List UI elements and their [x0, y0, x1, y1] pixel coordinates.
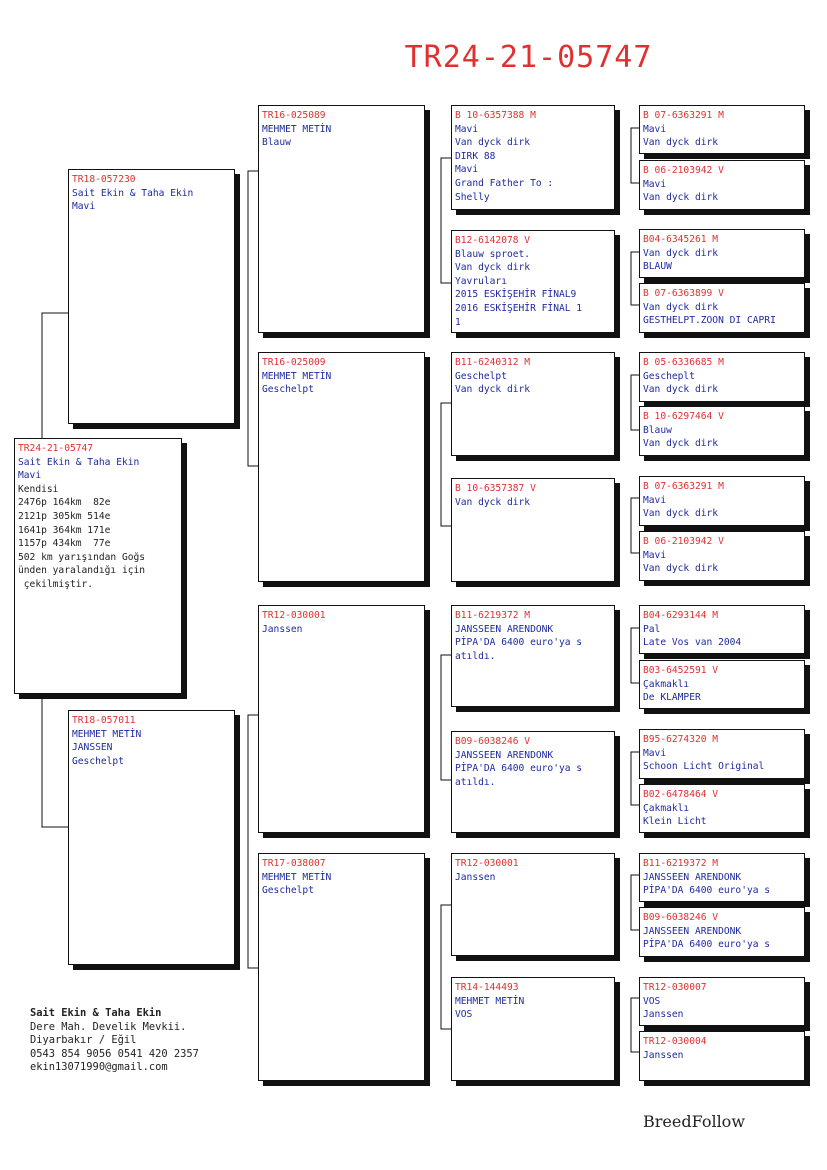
owner-info — [30, 1007, 199, 1075]
great-grandparent-card[interactable]: TR12-030001 Janssen — [451, 853, 615, 956]
ring-number: B 10-6297464 V — [643, 411, 724, 422]
ancestor-card[interactable]: B04-6345261 M Van dyck dirk BLAUW — [639, 229, 805, 278]
ring-number: TR16-025009 — [262, 357, 326, 368]
ring-number: B 06-2103942 V — [643, 536, 724, 547]
grandparent-card[interactable]: TR16-025089 MEHMET METİN Blauw — [258, 105, 425, 333]
ring-number: TR12-030004 — [643, 1036, 707, 1047]
ancestor-card[interactable]: B04-6293144 M Pal Late Vos van 2004 — [639, 605, 805, 654]
ancestor-card[interactable]: B 07-6363291 M Mavi Van dyck dirk — [639, 476, 805, 526]
ring-number: B12-6142078 V — [455, 235, 531, 246]
great-grandparent-card[interactable]: B 10-6357387 V Van dyck dirk — [451, 478, 615, 582]
ancestor-card[interactable]: B 07-6363899 V Van dyck dirk GESTHELPT.ZOON DI CAPRI — [639, 283, 805, 333]
ring-number: B02-6478464 V — [643, 789, 719, 800]
great-grandparent-card[interactable]: TR14-144493 MEHMET METİN VOS — [451, 977, 615, 1081]
owner-name: Sait Ekin & Taha Ekin — [30, 1007, 162, 1019]
great-grandparent-card[interactable]: B 10-6357388 M Mavi Van dyck dirk DIRK 88 Mavi Grand Father To : Shelly — [451, 105, 615, 210]
ring-number: B 07-6363291 M — [643, 481, 724, 492]
ring-number: B11-6219372 M — [455, 610, 531, 621]
dam-card[interactable]: TR18-057011 MEHMET METİN JANSSEN Geschelpt — [68, 710, 235, 965]
ring-number: B 06-2103942 V — [643, 165, 724, 176]
ancestor-card[interactable]: B03-6452591 V Çakmaklı De KLAMPER — [639, 660, 805, 709]
great-grandparent-card[interactable]: B12-6142078 V Blauw sproet. Van dyck dirk Yavruları 2015 ESKİŞEHİR FİNAL9 2016 ESKİŞEHİR FİNAL 1 1 — [451, 230, 615, 333]
brand-logo: BreedFollow — [643, 1112, 746, 1131]
ancestor-card[interactable]: B02-6478464 V Çakmaklı Klein Licht — [639, 784, 805, 833]
ring-number: TR12-030007 — [643, 982, 707, 993]
ring-number: B 05-6336685 M — [643, 357, 724, 368]
grandparent-card[interactable]: TR17-038007 MEHMET METİN Geschelpt — [258, 853, 425, 1081]
great-grandparent-card[interactable]: B11-6240312 M Geschelpt Van dyck dirk — [451, 352, 615, 456]
sire-card[interactable]: TR18-057230 Sait Ekin & Taha Ekin Mavi — [68, 169, 235, 424]
owner-email: ekin13071990@gmail.com — [30, 1061, 168, 1073]
pedigree-title: TR24-21-05747 — [404, 40, 653, 75]
great-grandparent-card[interactable]: B09-6038246 V JANSSEEN ARENDONK PİPA'DA 6400 euro'ya s atıldı. — [451, 731, 615, 833]
ancestor-card[interactable]: B09-6038246 V JANSSEEN ARENDONK PİPA'DA 6400 euro'ya s — [639, 907, 805, 957]
ring-number: B03-6452591 V — [643, 665, 719, 676]
great-grandparent-card[interactable]: B11-6219372 M JANSSEEN ARENDONK PİPA'DA 6400 euro'ya s atıldı. — [451, 605, 615, 707]
owner-address-line1: Dere Mah. Develik Mevkii. — [30, 1020, 187, 1033]
ancestor-card[interactable]: TR12-030004 Janssen — [639, 1031, 805, 1081]
ring-number: TR24-21-05747 — [18, 443, 94, 454]
ancestor-card[interactable]: B 05-6336685 M Gescheplt Van dyck dirk — [639, 352, 805, 402]
ring-number: B 10-6357387 V — [455, 483, 536, 494]
ancestor-card[interactable]: B 10-6297464 V Blauw Van dyck dirk — [639, 406, 805, 456]
ancestor-card[interactable]: B 06-2103942 V Mavi Van dyck dirk — [639, 531, 805, 581]
ring-number: B 07-6363899 V — [643, 288, 724, 299]
ring-number: B09-6038246 V — [455, 736, 531, 747]
ring-number: B 07-6363291 M — [643, 110, 724, 121]
ring-number: B04-6293144 M — [643, 610, 719, 621]
ring-number: TR18-057011 — [72, 715, 136, 726]
ancestor-card[interactable]: B95-6274320 M Mavi Schoon Licht Original — [639, 729, 805, 779]
ring-number: B11-6240312 M — [455, 357, 531, 368]
ring-number: TR16-025089 — [262, 110, 326, 121]
owner-phones: 0543 854 9056 0541 420 2357 — [30, 1047, 199, 1060]
ancestor-card[interactable]: B11-6219372 M JANSSEEN ARENDONK PİPA'DA 6400 euro'ya s — [639, 853, 805, 902]
ring-number: B 10-6357388 M — [455, 110, 536, 121]
ring-number: TR17-038007 — [262, 858, 326, 869]
ring-number: B09-6038246 V — [643, 912, 719, 923]
subject-card[interactable]: TR24-21-05747 Sait Ekin & Taha Ekin Mavi Kendisi 2476p 164km 82e 2121p 305km 514e 1641p 364km 171e 1157p 434km 77e 502 km yarışından Goğs ünden yaralandığı için çekilmiştir. — [14, 438, 182, 694]
ring-number: TR12-030001 — [262, 610, 326, 621]
ring-number: TR18-057230 — [72, 174, 136, 185]
ancestor-card[interactable]: TR12-030007 VOS Janssen — [639, 977, 805, 1026]
grandparent-card[interactable]: TR12-030001 Janssen — [258, 605, 425, 833]
owner-address-line2: Diyarbakır / Eğil — [30, 1034, 137, 1046]
ring-number: TR12-030001 — [455, 858, 519, 869]
ring-number: B95-6274320 M — [643, 734, 719, 745]
grandparent-card[interactable]: TR16-025009 MEHMET METİN Geschelpt — [258, 352, 425, 582]
ring-number: B11-6219372 M — [643, 858, 719, 869]
ancestor-card[interactable]: B 07-6363291 M Mavi Van dyck dirk — [639, 105, 805, 154]
ring-number: B04-6345261 M — [643, 234, 719, 245]
ring-number: TR14-144493 — [455, 982, 519, 993]
ancestor-card[interactable]: B 06-2103942 V Mavi Van dyck dirk — [639, 160, 805, 210]
